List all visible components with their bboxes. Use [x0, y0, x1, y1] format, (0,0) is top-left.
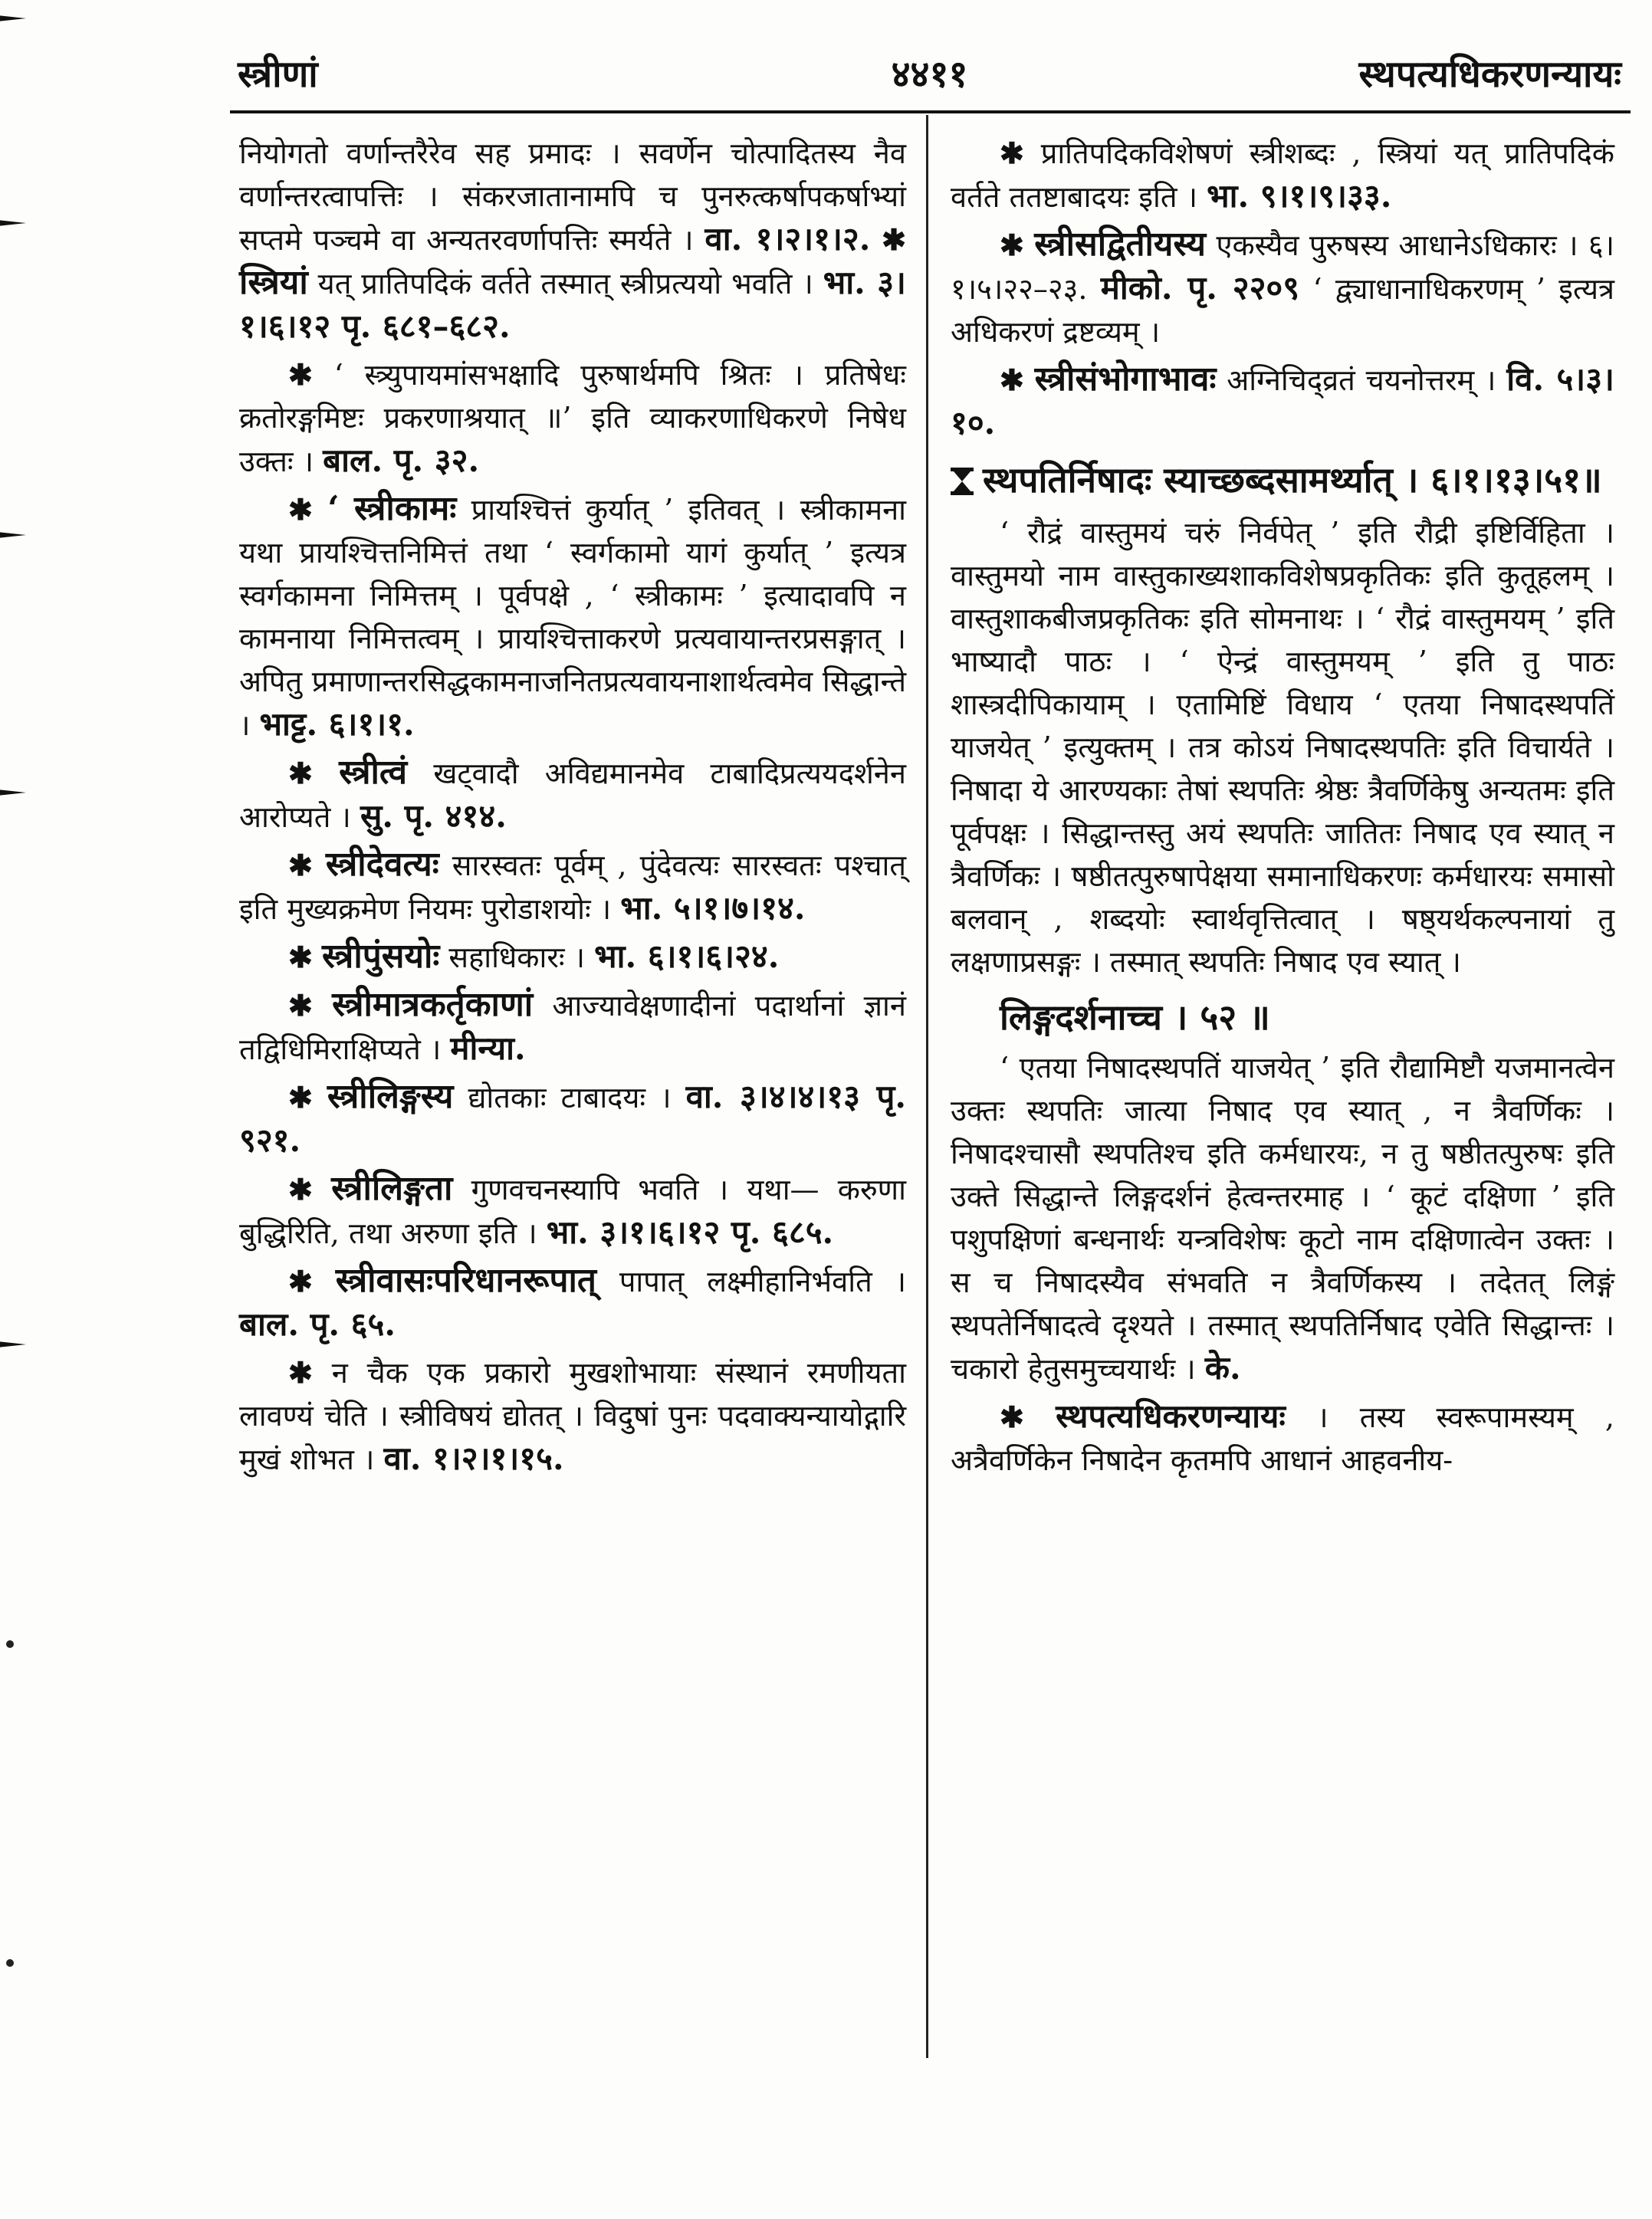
star-bullet-icon: ✱	[288, 940, 313, 974]
headword: स्त्रीसंभोगाभावः	[1034, 359, 1217, 399]
header-left-word: स्त्रीणां	[238, 53, 318, 96]
margin-mark	[0, 1340, 26, 1349]
list-item: ✱ स्त्रीसद्वितीयस्य एकस्यैव पुरुषस्य आधानेऽधिकारः । ६।१।५।२२–२३. मीको. पृ. २२०९ ‘ द्व्याधानाधिकरणम् ’ इत्यत्र अधिकरणं द्रष्टव्यम् ।	[951, 225, 1614, 349]
page-number: ४४११	[891, 53, 968, 96]
list-item: ✱ स्त्रीवासःपरिधानरूपात् पापात् लक्ष्मीहानिर्भवति । बाल. पृ. ६५.	[239, 1261, 906, 1343]
citation: भा. ९।१।९।३३.	[1207, 177, 1392, 215]
list-item: ✱ स्त्रीसंभोगाभावः अग्निचिद्व्रतं चयनोत्तरम् । वि. ५।३।१०.	[951, 359, 1614, 442]
margin-dot	[6, 1640, 14, 1648]
list-item: ✱ स्त्रीपुंसयोः सहाधिकारः । भा. ६।१।६।२४.	[288, 937, 780, 976]
headword: स्थपत्यधिकरणन्यायः	[1056, 1397, 1286, 1435]
star-bullet-icon: ✱	[1000, 363, 1024, 397]
citation: के.	[1204, 1349, 1241, 1387]
list-item: ✱ ‘ स्त्रीकामः प्रायश्चित्तं कुर्यात् ’ इतिवत् । स्त्रीकामना यथा प्रायश्चित्तनिमित्तं तथा ‘ स्वर्गकामो यागं कुर्यात् ’ इत्यत्र स्वर्गकामना निमित्तम् । पूर्वपक्षे , ‘ स्त्रीकामः ’ इत्यादावपि न कामनाया निमित्तत्वम् । प्रायश्चित्ताकरणे प्रत्यवायान्तरप्रसङ्गात् । अपितु प्रमाणान्तरसिद्धकामनाजनितप्रत्यवायनाशार्थत्वमेव सिद्धान्ते । भाट्ट. ६।१।१.	[239, 489, 906, 743]
left-column	[239, 132, 906, 1485]
citation: बाल. पृ. ३२.	[323, 442, 480, 479]
citation: वा. १।२।१।१५.	[383, 1439, 564, 1477]
star-bullet-icon: ✱	[288, 756, 313, 790]
citation: बाल. पृ. ६५.	[239, 1305, 396, 1343]
list-item: ✱ स्त्रीदेवत्यः सारस्वतः पूर्वम् , पुंदेवत्यः सारस्वतः पश्चात् इति मुख्यक्रमेण नियमः पुरोडाशयोः । भा. ५।१।७।१४.	[239, 845, 906, 927]
headword: स्त्रीलिङ्गता	[331, 1169, 453, 1208]
star-bullet-icon: ✱	[1000, 1400, 1024, 1434]
margin-mark	[0, 218, 26, 228]
headword: स्त्रीकामः	[354, 489, 457, 528]
margin-mark	[0, 530, 26, 540]
headword: स्त्रीत्वं	[339, 753, 408, 792]
headword: स्त्रीसद्वितीयस्य	[1034, 225, 1207, 264]
header-rule	[230, 110, 1631, 113]
star-bullet-icon: ✱	[1000, 228, 1024, 262]
list-item: ✱ ‘ स्त्र्युपायमांसभक्षादि पुरुषार्थमपि श्रितः । प्रतिषेधः क्रतोरङ्गमिष्टः प्रकरणाश्रयात् ॥’ इति व्याकरणाधिकरणे निषेध उक्तः । बाल. पृ. ३२.	[239, 357, 906, 479]
citation: मीन्या.	[450, 1029, 526, 1067]
list-item: ✱ स्त्रीलिङ्गस्य द्योतकाः टाबादयः । वा. ३।४।४।१३ पृ. ९२१.	[239, 1077, 906, 1159]
sutra-commentary: ‘ एतया निषादस्थपतिं याजयेत् ’ इति रौद्यामिष्टौ यजमानत्वेन उक्तः स्थपतिः जात्या निषाद एव स्यात् , न त्रैवर्णिकः । निषादश्चासौ स्थपतिश्च इति कर्मधारयः, न तु षष्ठीतत्पुरुषः इति उक्ते सिद्धान्ते लिङ्गदर्शनं हेत्वन्तरमाह । ‘ कूटं दक्षिणा ’ इति पशुपक्षिणां बन्धनार्थः यन्त्रविशेषः कूटो नाम दक्षिणात्वेन उक्तः । स च निषादस्यैव संभवति न त्रैवर्णिकस्य । तदेतत् लिङ्गं स्थपतेर्निषादत्वे दृश्यते । तस्मात् स्थपतिर्निषाद एवेति सिद्धान्तः । चकारो हेतुसमुच्चयार्थः । के.	[951, 1051, 1614, 1387]
citation: भा. ३।१।६।१२ पृ. ६८१–६८२.	[239, 264, 906, 345]
column-divider	[926, 115, 928, 2058]
list-item: ✱ स्त्रीलिङ्गता गुणवचनस्यापि भवति । यथा— करुणा बुद्धिरिति, तथा अरुणा इति । भा. ३।१।६।१२ पृ. ६८५.	[239, 1169, 906, 1251]
sutra-commentary: ‘ रौद्रं वास्तुमयं चरुं निर्वपेत् ’ इति रौद्री इष्टिर्विहिता । वास्तुमयो नाम वास्तुकाख्यशाकविशेषप्रकृतिकः इति कुतूहलम् । वास्तुशाकबीजप्रकृतिकः इति सोमनाथः । ‘ रौद्रं वास्तुमयम् ’ इति भाष्यादौ पाठः । ‘ ऐन्द्रं वास्तुमयम् ’ इति तु पाठः शास्त्रदीपिकायाम् । एतामिष्टिं विधाय ‘ एतया निषादस्थपतिं याजयेत् ’ इत्युक्तम् । तत्र कोऽयं निषादस्थपतिः इति विचार्यते । निषादा ये आरण्यकाः तेषां स्थपतिः श्रेष्ठः त्रैवर्णिकेषु अन्यतमः इति पूर्वपक्षः । सिद्धान्तस्तु अयं स्थपतिः जातितः निषाद एव स्यात् न त्रैवर्णिकः । षष्ठीतत्पुरुषापेक्षया समानाधिकरणः कर्मधारयः समासो बलवान् , शब्दयोः स्वार्थवृत्तित्वात् । षष्ठ्यर्थकल्पनायां तु लक्षणाप्रसङ्गः । तस्मात् स्थपतिः निषाद एव स्यात् ।	[951, 516, 1614, 979]
right-column	[951, 132, 1614, 1486]
citation: भा. ६।१।६।२४.	[594, 937, 780, 975]
list-item: ✱ प्रातिपदिकविशेषणं स्त्रीशब्दः , स्त्रियां यत् प्रातिपदिकं वर्तते ततष्टाबादयः इति । भा. ९।१।९।३३.	[951, 136, 1614, 215]
list-item: ✱ स्त्रीमात्रकर्तृकाणां आज्यावेक्षणादीनां पदार्थानां ज्ञानं तद्विधिमिराक्षिप्यते । मीन्या.	[239, 985, 906, 1067]
star-bullet-icon: ✱	[288, 988, 313, 1023]
citation: भाट्ट. ६।१।१.	[259, 705, 415, 743]
citation: वि. ५।३।१०.	[951, 360, 1614, 442]
star-bullet-icon: ✱	[288, 492, 313, 527]
headword: स्त्रीमात्रकर्तृकाणां	[332, 985, 534, 1024]
citation: भा. ३।१।६।१२ पृ. ६८५.	[546, 1213, 834, 1251]
list-item: ✱ स्त्रीत्वं खट्वादौ अविद्यमानमेव टाबादिप्रत्ययदर्शनेन आरोप्यते । सु. पृ. ४१४.	[239, 753, 906, 835]
headword: स्त्रीदेवत्यः	[325, 845, 439, 884]
list-item: ✱ स्थपत्यधिकरणन्यायः । तस्य स्वरूपामस्यम् , अत्रैवर्णिकेन निषादेन कृतमपि आधानं आहवनीय-	[951, 1397, 1614, 1477]
margin-mark	[0, 788, 26, 797]
star-bullet-icon: ✱	[882, 222, 906, 257]
star-bullet-icon: ✱	[1000, 136, 1024, 170]
hourglass-icon	[951, 468, 974, 495]
header-right-word: स्थपत्यधिकरणन्यायः	[1358, 53, 1621, 96]
headword: स्त्रीपुंसयोः	[321, 937, 440, 976]
list-item: ✱ न चैक एक प्रकारो मुखशोभायाः संस्थानं रमणीयता लावण्यं चेति । स्त्रीविषयं द्योतत् । विदुषां पुनः पदवाक्यन्यायोद्गारि मुखं शोभत । वा. १।२।१।१५.	[239, 1355, 906, 1477]
star-bullet-icon: ✱	[288, 848, 313, 882]
citation: वा. १।२।१।२.	[704, 220, 871, 258]
margin-mark	[0, 14, 26, 23]
citation: सु. पृ. ४१४.	[360, 797, 507, 835]
headword: स्त्रीवासःपरिधानरूपात्	[335, 1261, 596, 1300]
star-bullet-icon: ✱	[288, 1264, 313, 1298]
star-bullet-icon: ✱	[288, 357, 313, 392]
star-bullet-icon: ✱	[288, 1355, 313, 1390]
sutra-heading: लिङ्गदर्शनाच्च । ५२ ॥	[1000, 996, 1270, 1038]
citation: भा. ५।१।७।१४.	[620, 889, 806, 927]
page-header	[238, 42, 1621, 103]
list-item: नियोगतो वर्णान्तरैरेव सह प्रमादः । सवर्णेन चोत्पादितस्य नैव वर्णान्तरत्वापत्तिः । संकरजातानामपि च पुनरुत्कर्षापकर्षाभ्यां सप्तमे पञ्चमे वा अन्यतरवर्णापत्तिः स्मर्यते । वा. १।२।१।२. ✱ स्त्रियां यत् प्रातिपदिकं वर्तते तस्मात् स्त्रीप्रत्ययो भवति । भा. ३।१।६।१२ पृ. ६८१–६८२.	[239, 136, 906, 345]
headword: स्त्रीलिङ्गस्य	[327, 1077, 454, 1116]
margin-dot	[6, 1959, 14, 1967]
star-bullet-icon: ✱	[288, 1080, 313, 1114]
headword: स्त्रियां	[239, 263, 308, 302]
citation: वा. ३।४।४।१३ पृ. ९२१.	[239, 1078, 906, 1159]
citation: मीको. पृ. २२०९	[1100, 269, 1300, 307]
sutra-heading: स्थपतिर्निषादः स्याच्छब्दसामर्थ्यात् । ६।१।१३।५१॥	[951, 456, 1614, 504]
star-bullet-icon: ✱	[288, 1172, 313, 1206]
